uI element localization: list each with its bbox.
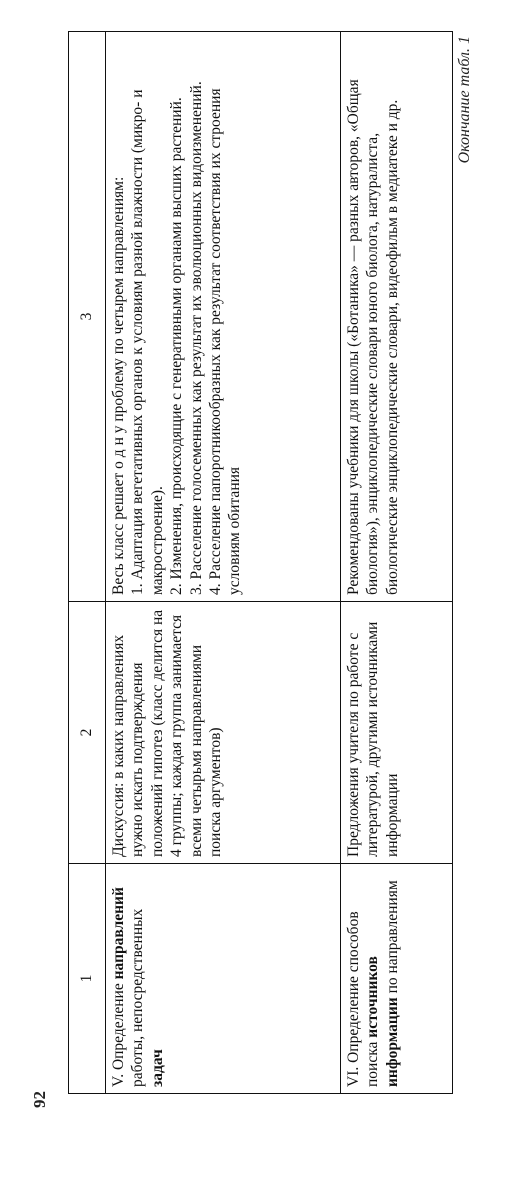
- stage-bold-term: источников информации: [364, 956, 401, 1087]
- content-item: 2. Изменения, происходящие с генеративными органами высших растений.: [168, 97, 186, 595]
- rotated-page-content: [68, 24, 508, 1094]
- stage-prefix: VI. Определение способов поиска: [345, 911, 382, 1087]
- content-item: 1. Адаптация вегетативных органов к условиям разной влажности (микро- и макростроение).: [129, 89, 166, 595]
- stage-bold-term-2: задач: [148, 1049, 166, 1087]
- content-item: 3. Расселение голосеменных как результат их эволюционных видоизменений.: [187, 81, 205, 595]
- content-cell: [106, 32, 341, 602]
- stage-cell: [106, 864, 341, 1094]
- table-caption: Окончание табл. 1: [456, 36, 473, 164]
- content-item: 4. Расселение папоротникообразных как результат соответствия их строения условиям обитания: [206, 88, 244, 595]
- stage-rest: работы, непосредственных: [129, 908, 147, 1087]
- header-col-2: 2: [69, 602, 106, 864]
- stage-bold-term: направлений: [110, 887, 127, 980]
- stage-cell: [341, 864, 453, 1094]
- table-row: [341, 32, 453, 1094]
- page-number: 92: [30, 1091, 49, 1108]
- header-col-3: 3: [69, 32, 106, 602]
- stage-prefix: V. Определение: [110, 983, 127, 1087]
- content-cell: Рекомендованы учебники для школы («Ботаника» — разных авторов, «Общая биология»), энциклопедические словари юного биолога, натуралиста, биологические энциклопедические словари, видеофильм в медиатеке и др.: [341, 32, 453, 602]
- lesson-table: [68, 31, 453, 1094]
- activity-cell: Предложения учителя по работе с литературой, другими источниками информации: [341, 602, 453, 864]
- stage-rest: по направлениям: [383, 880, 401, 994]
- header-row: [69, 32, 106, 1094]
- content-intro: Весь класс решает о д н у проблему по четырем направлениям:: [110, 176, 127, 595]
- activity-cell: Дискуссия: в каких направлениях нужно искать подтверждения положений гипотез (класс делится на 4 группы; каждая группа занимается всеми четырьмя направлениями поиска аргументов): [106, 602, 341, 864]
- header-col-1: 1: [69, 864, 106, 1094]
- table-row: [106, 32, 341, 1094]
